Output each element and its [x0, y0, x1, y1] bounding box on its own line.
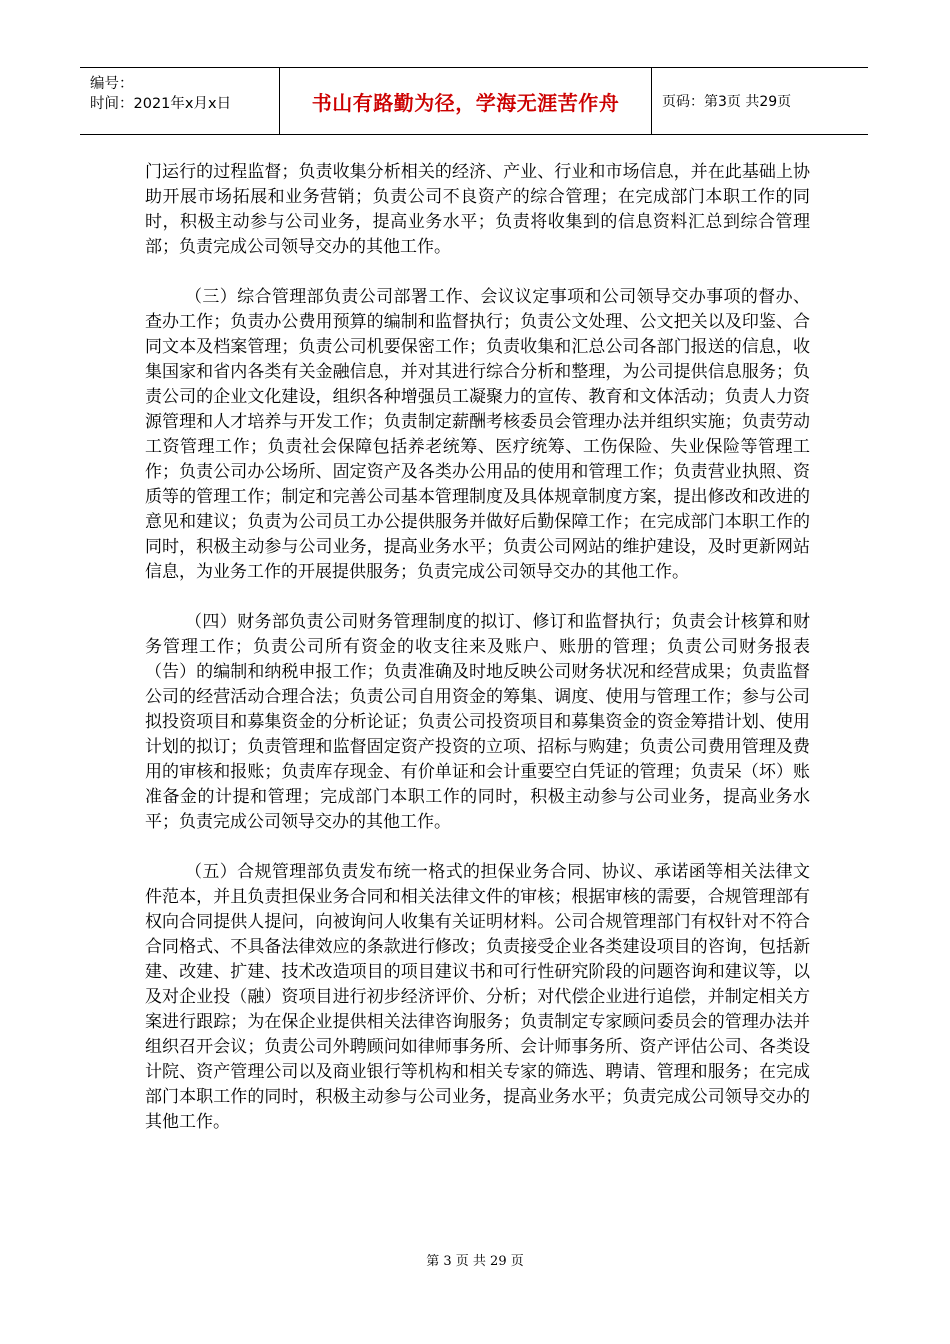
- page-footer: 第 3 页 共 29 页: [426, 1254, 524, 1269]
- paragraph-continuation: 门运行的过程监督；负责收集分析相关的经济、产业、行业和市场信息，并在此基础上协助开展市场拓展和业务营销；负责公司不良资产的综合管理；在完成部门本职工作的同时，积极主动参与公司业务，提高业务水平；负责将收集到的信息资料汇总到综合管理部；负责完成公司领导交办的其他工作。: [145, 162, 810, 257]
- paragraph-finance: （四）财务部负责公司财务管理制度的拟订、修订和监督执行；负责会计核算和财务管理工作；负责公司所有资金的收支往来及账户、账册的管理；负责公司财务报表（告）的编制和纳税申报工作；负责准确及时地反映公司财务状况和经营成果；负责监督公司的经营活动合理合法；负责公司自用资金的筹集、调度、使用与管理工作；参与公司拟投资项目和募集资金的分析论证；负责公司投资项目和募集资金的资金筹措计划、使用计划的拟订；负责管理和监督固定资产投资的立项、招标与购建；负责公司费用管理及费用的审核和报账；负责库存现金、有价单证和会计重要空白凭证的管理；负责呆（坏）账准备金的计提和管理；完成部门本职工作的同时，积极主动参与公司业务，提高业务水平；负责完成公司领导交办的其他工作。: [145, 612, 810, 832]
- page-header: [80, 67, 868, 135]
- doc-number-label: 编号：: [90, 76, 134, 92]
- paragraph-general-management: （三）综合管理部负责公司部署工作、会议议定事项和公司领导交办事项的督办、查办工作；负责办公费用预算的编制和监督执行；负责公文处理、公文把关以及印鉴、合同文本及档案管理；负责公司机要保密工作；负责收集和汇总公司各部门报送的信息，收集国家和省内各类有关金融信息，并对其进行综合分析和整理，为公司提供信息服务；负责公司的企业文化建设，组织各种增强员工凝聚力的宣传、教育和文体活动；负责人力资源管理和人才培养与开发工作；负责制定薪酬考核委员会管理办法并组织实施；负责劳动工资管理工作；负责社会保障包括养老统筹、医疗统筹、工伤保险、失业保险等管理工作；负责公司办公场所、固定资产及各类办公用品的使用和管理工作；负责营业执照、资质等的管理工作；制定和完善公司基本管理制度及具体规章制度方案，提出修改和改进的意见和建议；负责为公司员工办公提供服务并做好后勤保障工作；在完成部门本职工作的同时，积极主动参与公司业务，提高业务水平；负责公司网站的维护建设，及时更新网站信息，为业务工作的开展提供服务；负责完成公司领导交办的其他工作。: [145, 287, 810, 582]
- header-page-info: 页码：第3页 共29页: [662, 94, 792, 110]
- document-body: [145, 160, 810, 1160]
- paragraph-compliance: （五）合规管理部负责发布统一格式的担保业务合同、协议、承诺函等相关法律文件范本，并且负责担保业务合同和相关法律文件的审核；根据审核的需要，合规管理部有权向合同提供人提问，向被询问人收集有关证明材料。公司合规管理部门有权针对不符合合同格式、不具备法律效应的条款进行修改；负责接受企业各类建设项目的咨询，包括新建、改建、扩建、技术改造项目的项目建议书和可行性研究阶段的问题咨询和建议等，以及对企业投（融）资项目进行初步经济评价、分析；对代偿企业进行追偿，并制定相关方案进行跟踪；为在保企业提供相关法律咨询服务；负责制定专家顾问委员会的管理办法并组织召开会议；负责公司外聘顾问如律师事务所、会计师事务所、资产评估公司、各类设计院、资产管理公司以及商业银行等机构和相关专家的筛选、聘请、管理和服务；在完成部门本职工作的同时，积极主动参与公司业务，提高业务水平；负责完成公司领导交办的其他工作。: [145, 862, 810, 1132]
- header-motto: 书山有路勤为径，学海无涯苦作舟: [280, 68, 652, 134]
- header-meta: [80, 68, 280, 134]
- doc-time-label: 时间：2021年x月x日: [90, 96, 232, 112]
